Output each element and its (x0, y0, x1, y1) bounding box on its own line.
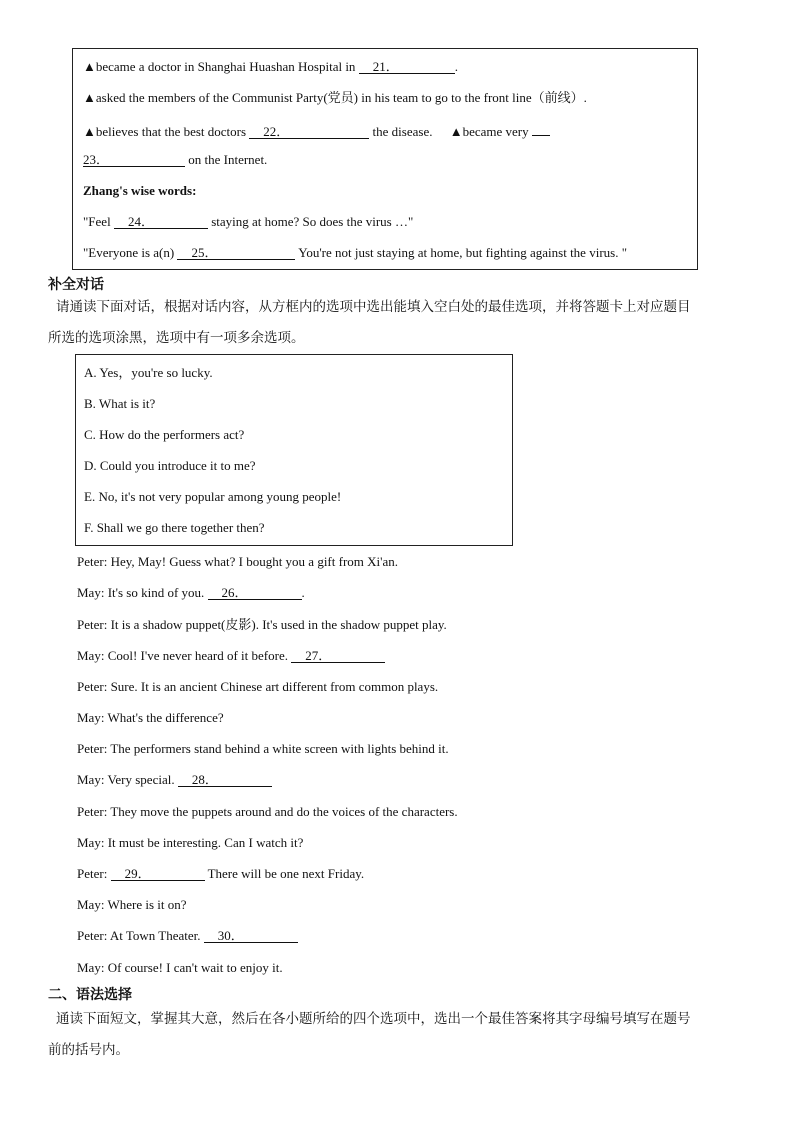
options-box (75, 354, 513, 546)
option-c: C. How do the performers act? (84, 427, 245, 442)
dialogue-instruction-line-2: 所选的选项涂黑，选项中有一项多余选项。 (48, 330, 305, 346)
dialogue-line-6: May: What's the difference? (77, 710, 224, 725)
blank-30[interactable]: 30． (204, 928, 298, 943)
blank-21[interactable]: 21． (359, 59, 455, 74)
dialogue-line-13: Peter: At Town Theater. 30． (77, 928, 298, 944)
option-b: B. What is it? (84, 396, 156, 411)
dialogue-line-7: Peter: The performers stand behind a white screen with lights behind it. (77, 741, 449, 756)
option-e: E. No, it's not very popular among young people! (84, 489, 342, 504)
grammar-instruction-line-2: 前的括号内。 (48, 1042, 129, 1058)
dialogue-line-3: Peter: It is a shadow puppet(皮影). It's used in the shadow puppet play. (77, 617, 447, 632)
passage-summary-box (72, 48, 698, 270)
dialogue-instruction-line-1: 请通读下面对话，根据对话内容，从方框内的选项中选出能填入空白处的最佳选项，并将答题卡上对应题目 (56, 299, 691, 315)
summary-line-7: "Everyone is a(n) 25． You're not just staying at home, but fighting against the virus. " (83, 245, 628, 260)
summary-line-2: ▲asked the members of the Communist Party(党员) in his team to go to the front line（前线）. (83, 90, 587, 105)
dialogue-line-14: May: Of course! I can't wait to enjoy it. (77, 960, 283, 975)
blank-23[interactable]: 23． (83, 152, 185, 167)
dialogue-line-5: Peter: Sure. It is an ancient Chinese art different from common plays. (77, 679, 439, 694)
dialogue-line-12: May: Where is it on? (77, 897, 187, 912)
dialogue-line-1: Peter: Hey, May! Guess what? I bought you a gift from Xi'an. (77, 554, 399, 569)
blank-25[interactable]: 25． (177, 245, 295, 260)
summary-line-6: "Feel 24． staying at home? So does the virus …" (83, 214, 414, 229)
option-d: D. Could you introduce it to me? (84, 458, 256, 473)
dialogue-line-4: May: Cool! I've never heard of it before. 27． (77, 648, 385, 664)
dialogue-line-2: May: It's so kind of you. 26． . (77, 585, 305, 600)
dialogue-line-9: Peter: They move the puppets around and do the voices of the characters. (77, 804, 458, 819)
dialogue-line-8: May: Very special. 28． (77, 772, 272, 788)
wise-words-title: Zhang's wise words: (83, 183, 197, 198)
summary-line-4: 23． on the Internet. (83, 152, 268, 167)
option-f: F. Shall we go there together then? (84, 520, 265, 535)
dialogue-line-11: Peter: 29． There will be one next Friday. (77, 866, 365, 881)
blank-26[interactable]: 26． (208, 585, 302, 600)
section-title-grammar: 二、语法选择 (48, 987, 132, 1003)
grammar-instruction-line-1: 通读下面短文，掌握其大意，然后在各小题所给的四个选项中，选出一个最佳答案将其字母编号填写在题号 (56, 1011, 691, 1027)
blank-23-start[interactable] (532, 121, 550, 136)
dialogue-line-10: May: It must be interesting. Can I watch it? (77, 835, 304, 850)
summary-line-3: ▲believes that the best doctors 22． the disease. ▲became very (83, 121, 550, 140)
blank-29[interactable]: 29． (111, 866, 205, 881)
blank-24[interactable]: 24． (114, 214, 208, 229)
blank-22[interactable]: 22． (249, 124, 369, 139)
blank-27[interactable]: 27． (291, 648, 385, 663)
option-a: A. Yes，you're so lucky. (84, 365, 213, 380)
blank-28[interactable]: 28． (178, 772, 272, 787)
summary-line-1: ▲became a doctor in Shanghai Huashan Hospital in 21． . (83, 59, 458, 74)
section-title-dialogue: 补全对话 (48, 277, 104, 293)
